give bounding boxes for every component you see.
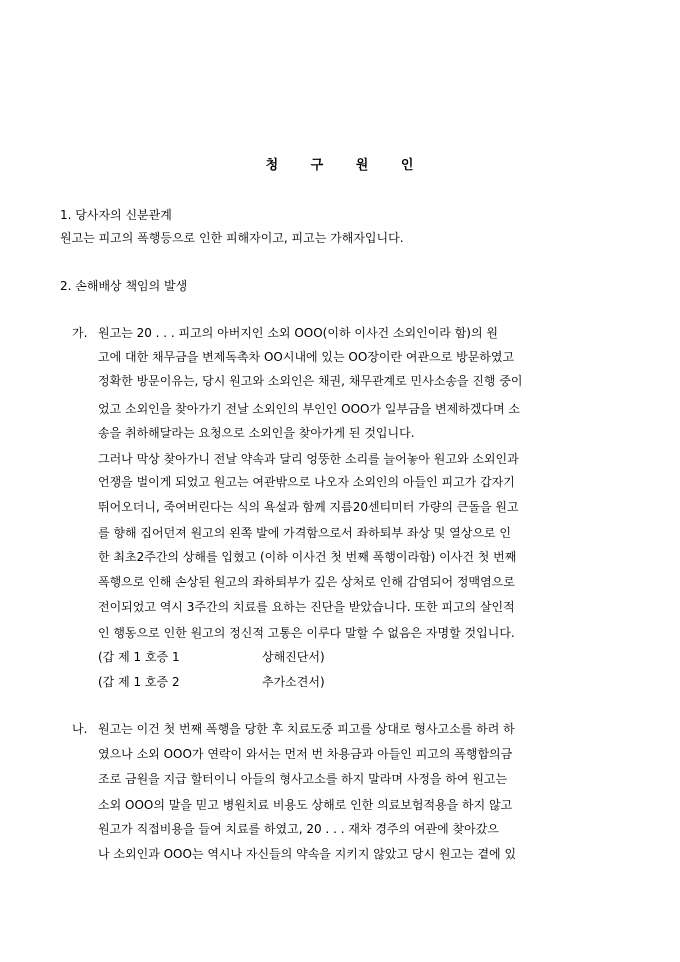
evidence-label: (갑 제 1 호증 2 xyxy=(98,675,180,689)
evidence-name: 추가소견서) xyxy=(262,675,325,689)
item-ga-line: 한 최초2주간의 상해를 입혔고 (이하 이사건 첫 번째 폭행이라함) 이사건 첫 번째 xyxy=(98,550,517,564)
item-ga-line: 정확한 방문이유는, 당시 원고와 소외인은 채권, 채무관계로 민사소송을 진행 중이 xyxy=(98,374,523,388)
item-na-line: 였으나 소외 OOO가 연락이 와서는 먼저 번 차용금과 아들인 피고의 폭행합의금 xyxy=(98,747,513,761)
item-na-line: 나 소외인과 OOO는 역시나 자신들의 약속을 지키지 않았고 당시 원고는 곁에 있 xyxy=(98,847,517,861)
item-ga-line: 그러나 막상 찾아가니 전날 약속과 달리 엉뚱한 소리를 늘어놓아 원고와 소외인과 xyxy=(98,452,519,466)
section-1-heading: 1. 당사자의 신분관계 xyxy=(60,208,172,222)
item-ga-marker: 가. xyxy=(72,326,88,340)
item-ga-line: 를 향해 집어던져 원고의 왼쪽 발에 가격함으로서 좌하퇴부 좌상 및 열상으로 인 xyxy=(98,526,511,540)
item-na-line: 소외 OOO의 말을 믿고 병원치료 비용도 상해로 인한 의료보험적용을 하지 않고 xyxy=(98,798,513,812)
item-na-line: 조로 금원을 지급 할터이니 아들의 형사고소를 하지 말라며 사정을 하여 원고는 xyxy=(98,772,508,786)
item-ga-line: 전이되었고 역시 3주간의 치료를 요하는 진단을 받았습니다. 또한 피고의 살인적 xyxy=(98,600,515,614)
item-ga-line: 뛰어오더니, 죽여버린다는 식의 욕설과 함께 지름20센티미터 가량의 큰돌을 원고 xyxy=(98,500,519,514)
evidence-name: 상해진단서) xyxy=(262,650,325,664)
item-ga-line: 송을 취하해달라는 요청으로 소외인을 찾아가게 된 것입니다. xyxy=(98,426,415,440)
item-ga-line: 고에 대한 채무금을 변제독촉차 OO시내에 있는 OO장이란 여관으로 방문하였고 xyxy=(98,350,515,364)
section-2-heading: 2. 손해배상 책임의 발생 xyxy=(60,279,188,293)
item-ga-line: 원고는 20 . . . 피고의 아버지인 소외 OOO(이하 이사건 소외인이라 함)의 원 xyxy=(98,326,498,340)
item-ga-line: 었고 소외인을 찾아가기 전날 소외인의 부인인 OOO가 일부금을 변제하겠다며 소 xyxy=(98,402,521,416)
item-ga-line: 언쟁을 벌이게 되었고 원고는 여관밖으로 나오자 소외인의 아들인 피고가 갑자기 xyxy=(98,475,515,489)
item-ga-line: 인 행동으로 인한 원고의 정신적 고통은 이루다 말할 수 없음은 자명할 것입니다. xyxy=(98,626,515,640)
section-1-text: 원고는 피고의 폭행등으로 인한 피해자이고, 피고는 가해자입니다. xyxy=(60,231,404,245)
item-na-marker: 나. xyxy=(72,722,88,736)
document-title: 청 구 원 인 xyxy=(265,158,415,173)
evidence-label: (갑 제 1 호증 1 xyxy=(98,650,180,664)
item-na-line: 원고가 직접비용을 들여 치료를 하였고, 20 . . . 재차 경주의 여관에 찾아갔으 xyxy=(98,822,499,836)
item-ga-line: 폭행으로 인해 손상된 원고의 좌하퇴부가 깊은 상처로 인해 감염되어 정맥염으로 xyxy=(98,575,515,589)
item-na-line: 원고는 이건 첫 번째 폭행을 당한 후 치료도중 피고를 상대로 형사고소를 하려 하 xyxy=(98,722,515,736)
